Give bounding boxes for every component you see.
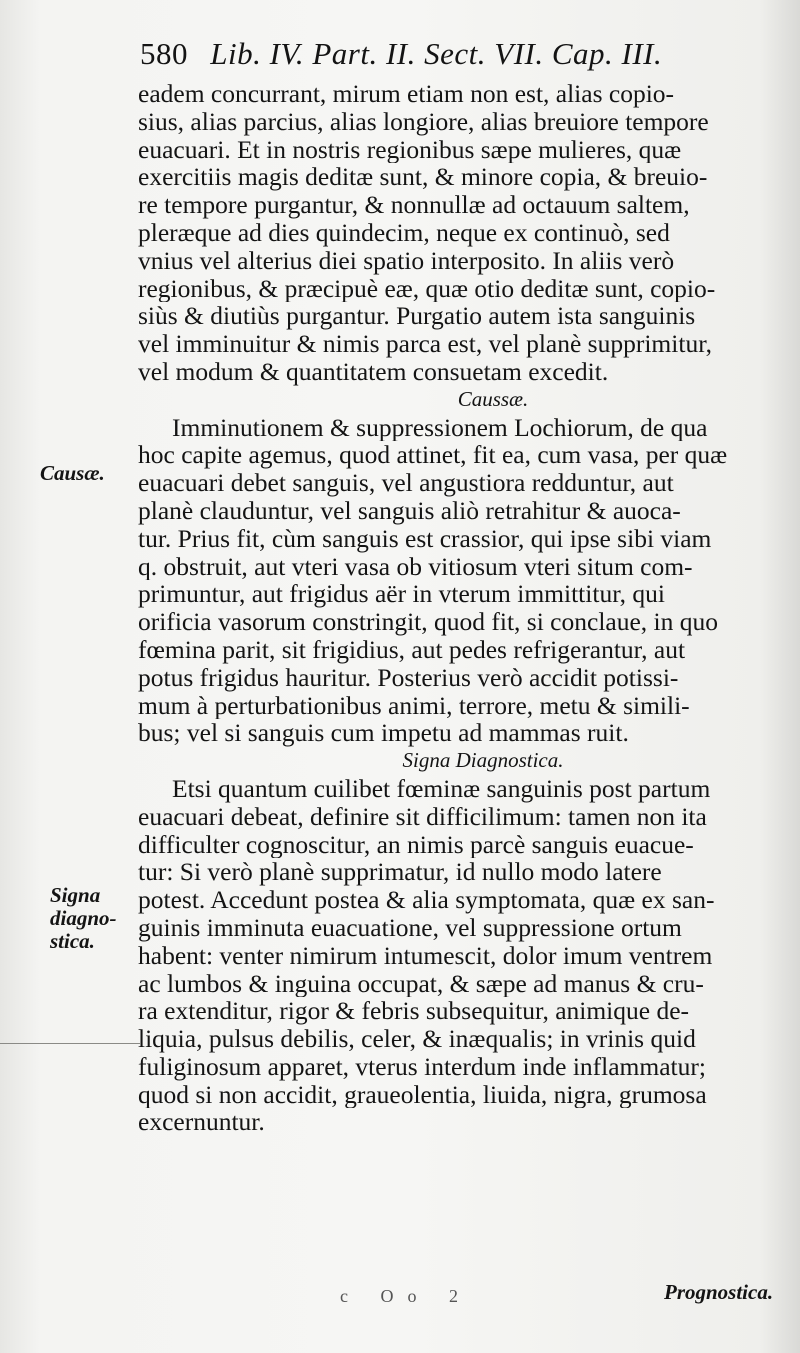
text-line: euacuari debet sanguis, vel angustiora redduntur, aut	[138, 469, 674, 497]
text-line: mum à perturbationibus animi, terrore, metu & simili-	[138, 691, 690, 720]
text-line: exercitiis magis deditæ sunt, & minore copia, & breuio-	[138, 163, 708, 192]
catchword-prognostica: Prognostica.	[664, 1280, 774, 1304]
text-line: ra extenditur, rigor & febris subsequitur, animique de-	[138, 997, 690, 1026]
text-line: euacuari debeat, definire sit difficilimum: tamen non ita	[138, 802, 707, 831]
text-line: difficulter cognoscitur, an nimis parcè sanguis euacue-	[138, 830, 694, 859]
text-line: tur: Si verò planè supprimatur, id nullo modo latere	[138, 858, 662, 887]
text-line: pleræque ad dies quindecim, neque ex continuò, sed	[138, 218, 670, 247]
paragraph-signa	[138, 775, 788, 1136]
text-line: tur. Prius fit, cùm sanguis est crassior, qui ipse sibi viam	[138, 524, 712, 553]
text-line: potus frigidus hauritur. Posterius verò accidit potissi-	[138, 663, 679, 692]
running-title: Lib. IV. Part. II. Sect. VII. Cap. III.	[210, 36, 663, 71]
text-line: Imminutionem & suppressionem Lochiorum, de qua	[172, 413, 708, 442]
text-line: excernuntur.	[138, 1108, 265, 1137]
text-line: siùs & diutiùs purgantur. Purgatio autem ista sanguinis	[138, 302, 696, 331]
margin-rule	[0, 1043, 140, 1044]
margin-note-causae: Causæ.	[40, 461, 105, 485]
margin-note-signa	[50, 884, 117, 953]
paragraph-causae	[138, 414, 788, 748]
text-line: potest. Accedunt postea & alia symptomata, quæ ex san-	[138, 886, 715, 914]
text-line: bus; vel si sanguis cum impetu ad mammas ruit.	[138, 719, 629, 748]
page-number: 580	[140, 36, 188, 71]
text-line: vnius vel alterius diei spatio interposito. In aliis verò	[138, 246, 675, 275]
text-line: regionibus, & præcipuè eæ, quæ otio deditæ sunt, copio-	[138, 274, 716, 303]
margin-note-line: stica.	[50, 929, 95, 953]
text-line: primuntur, aut frigidus aër in vterum immittitur, qui	[138, 580, 665, 609]
margin-note-line: Signa	[50, 883, 101, 907]
text-line: orificia vasorum constringit, quod fit, si conclaue, in quo	[138, 608, 719, 636]
text-line: habent: venter nimirum intumescit, dolor imum ventrem	[138, 941, 713, 970]
text-line: liquia, pulsus debilis, celer, & inæqualis; in vrinis quid	[138, 1025, 696, 1053]
text-line: hoc capite agemus, quod attinet, fit ea, cum vasa, per quæ	[138, 441, 728, 470]
text-line: euacuari. Et in nostris regionibus sæpe mulieres, quæ	[138, 135, 682, 164]
text-line: Etsi quantum cuilibet fœminæ sanguinis post partum	[172, 774, 711, 803]
text-line: sius, alias parcius, alias longiore, alias breuiore tempore	[138, 107, 709, 136]
text-line: re tempore purgantur, & nonnullæ ad octauum saltem,	[138, 191, 690, 219]
text-line: fuliginosum apparet, vterus interdum inde inflammatur;	[138, 1052, 706, 1081]
section-heading-causae: Caussæ.	[457, 386, 529, 411]
text-line: guinis imminuta euacuatione, vel suppressione ortum	[138, 913, 682, 942]
text-line: ac lumbos & inguina occupat, & sæpe ad manus & cru-	[138, 969, 704, 998]
page-header	[140, 36, 780, 72]
text-line: q. obstruit, aut vteri vasa ob vitiosum vteri situm com-	[138, 552, 693, 581]
text-line: eadem concurrant, mirum etiam non est, alias copio-	[138, 80, 675, 108]
signature-mark: c Oo 2	[340, 1286, 472, 1306]
text-line: quod si non accidit, graueolentia, liuida, nigra, grumosa	[138, 1080, 707, 1109]
margin-note-line: diagno-	[50, 906, 117, 930]
main-text	[138, 80, 788, 1136]
section-heading-signa: Signa Diagnostica.	[402, 748, 564, 773]
text-line: vel imminuitur & nimis parca est, vel planè supprimitur,	[138, 330, 713, 358]
paragraph-intro	[138, 80, 788, 386]
text-line: fœmina parit, sit frigidius, aut pedes refrigerantur, aut	[138, 635, 686, 664]
text-line: planè clauduntur, vel sanguis aliò retrahitur & auoca-	[138, 496, 681, 525]
text-line: vel modum & quantitatem consuetam excedit.	[138, 357, 609, 386]
